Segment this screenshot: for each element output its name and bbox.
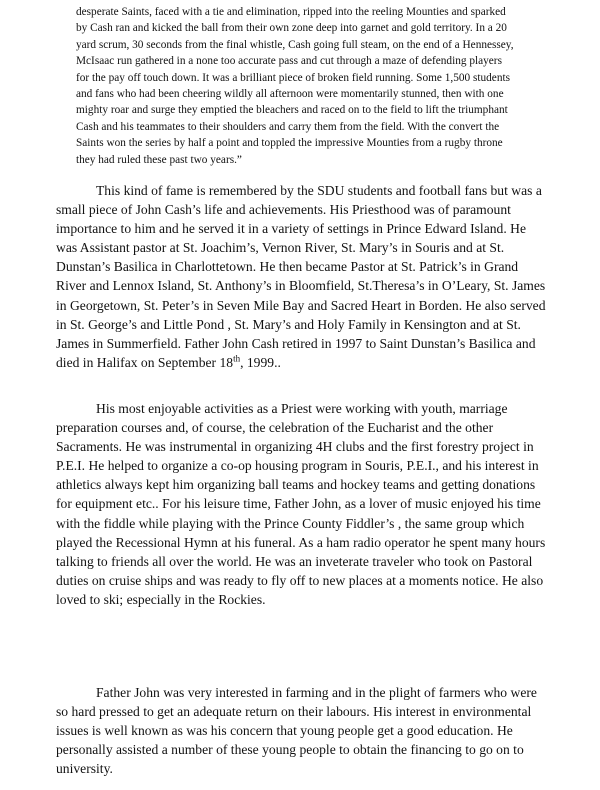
paragraph-text-end: , 1999.. [240, 354, 281, 370]
paragraph-text: Father John was very interested in farming and in the plight of farmers who were so hard pressed to get an adequate return on their labours. His interest in environmental issues is well known as was his concern that young people get a good education. He personally assisted a number of these young people to obtain the financing to go on to university. [56, 685, 537, 777]
paragraph-text: This kind of fame is remembered by the SDU students and football fans but was a small piece of John Cash’s life and achievements. His Priesthood was of paramount importance to him and he served it in a variety of settings in Prince Edward Island. He was Assistant pastor at St. Joachim’s, Vernon River, St. Mary’s in Souris and at St. Dunstan’s Basilica in Charlottetown. He then became Pastor at St. Patrick’s in Grand River and Lennox Island, St. Anthony’s in Bloomfield, St.Theresa’s in O’Leary, St. James in Georgetown, St. Peter’s in Seven Mile Bay and Sacred Heart in Borden. He also served in St. George’s and Little Pond , St. Mary’s and Holy Family in Kensington and at St. James in Summerfield. Father John Cash retired in 1997 to Saint Dunstan’s Basilica and died in Halifax on September 18 [56, 183, 546, 370]
ordinal-suffix: th [233, 353, 241, 364]
quoted-passage [76, 4, 516, 168]
paragraph-farming [56, 683, 546, 778]
paragraph-text: His most enjoyable activities as a Priest were working with youth, marriage preparation courses and, of course, the celebration of the Eucharist and the other Sacraments. He was instrumental in organizing 4H clubs and the first forestry project in P.E.I. He helped to organize a co-op housing program in Souris, P.E.I., and his interest in athletics always kept him organizing ball teams and hockey teams and getting donations for equipment etc.. For his leisure time, Father John, as a lover of music enjoyed his time with the fiddle while playing with the Prince County Fiddler’s , the same group which played the Recessional Hymn at his funeral. As a ham radio operator he spent many hours talking to friends all over the world. He was an inveterate traveler who took on Pastoral duties on cruise ships and was ready to fly off to new places at a moments notice. He also loved to ski; especially in the Rockies. [56, 401, 546, 607]
paragraph-activities [56, 399, 546, 609]
paragraph-priesthood [56, 181, 546, 372]
quote-text: desperate Saints, faced with a tie and elimination, ripped into the reeling Mounties and sparked by Cash ran and kicked the ball from their own zone deep into garnet and gold territory. In a 20 yard scrum, 30 seconds from the final whistle, Cash going full steam, on the end of a Hennessey, McIsaac run gathered in a none too accurate pass and cut through a maze of defending players for the pay off touch down. It was a brilliant piece of broken field running. Some 1,500 students and fans who had been cheering wildly all afternoon were momentarily stunned, then with one mighty roar and surge they emptied the bleachers and raced on to the field to lift the triumphant Cash and his teammates to their shoulders and carry them from the field. With the convert the Saints won the series by half a point and toppled the impressive Mounties from a rugby throne they had ruled these past two years.” [76, 6, 514, 166]
